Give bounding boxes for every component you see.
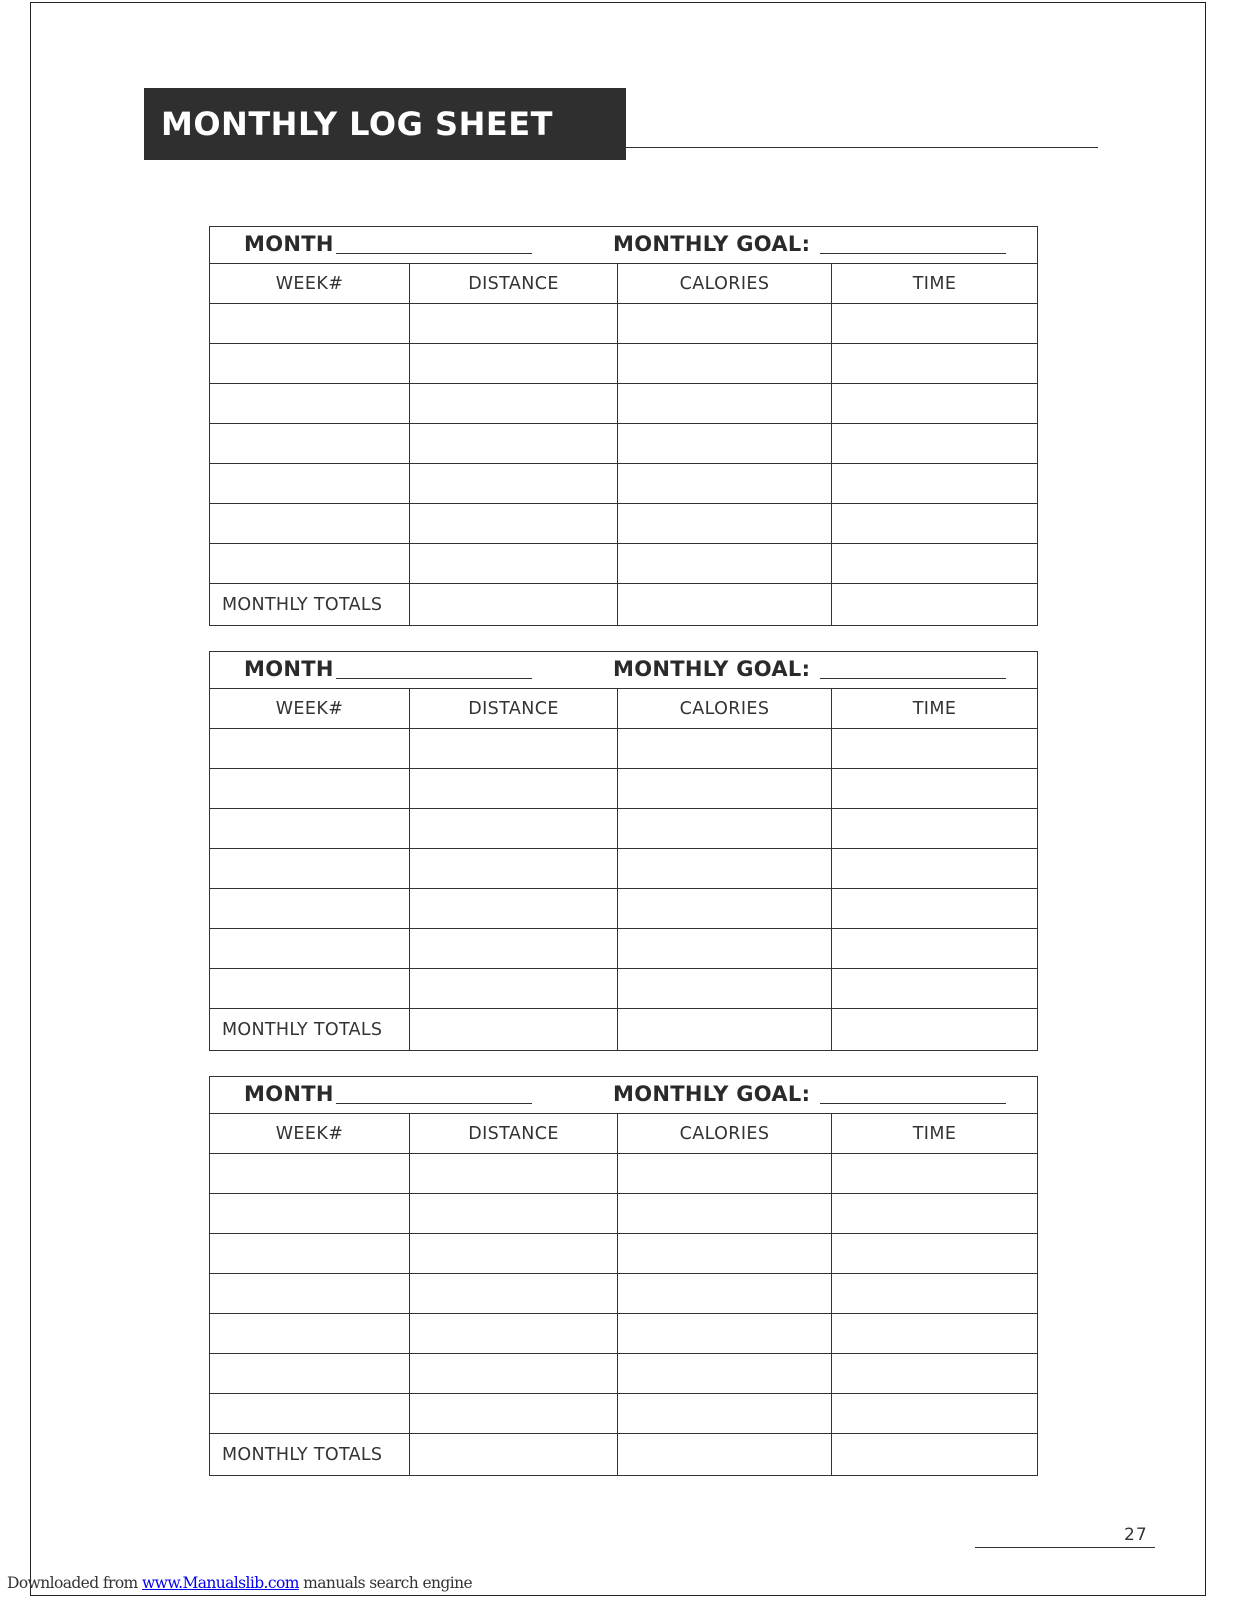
cell[interactable] [410,1274,618,1314]
cell[interactable] [618,1194,832,1234]
cell[interactable] [410,889,618,929]
table-header [210,227,1038,264]
col-time: TIME [832,264,1038,304]
totals-row [210,1434,1038,1476]
cell[interactable] [210,304,410,344]
footer-prefix: Downloaded from [7,1574,138,1592]
monthly-goal-label: MONTHLY GOAL: [613,657,811,681]
cell[interactable] [618,969,832,1009]
cell[interactable] [618,304,832,344]
totals-row [210,1009,1038,1051]
cell[interactable] [618,1314,832,1354]
col-week: WEEK# [210,689,410,729]
month-label: MONTH [244,232,334,256]
col-calories: CALORIES [618,689,832,729]
cell[interactable] [618,504,832,544]
footer-suffix: manuals search engine [303,1574,473,1592]
manualslib-link[interactable]: www.Manualslib.com [142,1574,299,1592]
monthly-totals-label: MONTHLY TOTALS [210,1434,410,1476]
cell[interactable] [410,729,618,769]
goal-blank-field[interactable] [820,678,1006,679]
cell[interactable] [618,1274,832,1314]
cell[interactable] [410,1354,618,1394]
cell[interactable] [210,1234,410,1274]
log-table-1 [209,226,1038,626]
table-header [210,652,1038,689]
cell[interactable] [618,344,832,384]
cell[interactable] [618,729,832,769]
cell[interactable] [618,769,832,809]
cell[interactable] [832,304,1038,344]
cell[interactable] [210,1154,410,1194]
monthly-goal-label: MONTHLY GOAL: [613,232,811,256]
cell[interactable] [210,1194,410,1234]
cell[interactable] [832,929,1038,969]
cell[interactable] [210,344,410,384]
page-number-rule [975,1547,1155,1548]
table-row [210,1354,1038,1394]
column-header-row [210,689,1038,729]
cell[interactable] [210,729,410,769]
cell[interactable] [832,424,1038,464]
cell[interactable] [618,464,832,504]
table-row [210,424,1038,464]
cell[interactable] [618,384,832,424]
table-row [210,1314,1038,1354]
cell[interactable] [410,1009,618,1051]
table-row [210,1394,1038,1434]
cell[interactable] [210,969,410,1009]
cell[interactable] [210,809,410,849]
monthly-totals-label: MONTHLY TOTALS [210,584,410,626]
cell[interactable] [832,384,1038,424]
cell[interactable] [210,464,410,504]
col-week: WEEK# [210,264,410,304]
cell[interactable] [618,1009,832,1051]
col-calories: CALORIES [618,264,832,304]
table-row [210,969,1038,1009]
cell[interactable] [410,809,618,849]
month-blank-field[interactable] [336,1103,532,1104]
cell[interactable] [618,544,832,584]
col-distance: DISTANCE [410,264,618,304]
cell[interactable] [618,889,832,929]
cell[interactable] [210,889,410,929]
cell[interactable] [832,464,1038,504]
cell[interactable] [410,1434,618,1476]
col-time: TIME [832,1114,1038,1154]
cell[interactable] [832,1154,1038,1194]
cell[interactable] [832,809,1038,849]
month-label: MONTH [244,657,334,681]
title-rule [626,147,1098,148]
cell[interactable] [618,1434,832,1476]
cell[interactable] [832,544,1038,584]
cell[interactable] [410,849,618,889]
col-distance: DISTANCE [410,1114,618,1154]
cell[interactable] [210,769,410,809]
monthly-goal-label: MONTHLY GOAL: [613,1082,811,1106]
table-row [210,544,1038,584]
cell[interactable] [832,1234,1038,1274]
table-row [210,384,1038,424]
cell[interactable] [210,1274,410,1314]
col-distance: DISTANCE [410,689,618,729]
table-row [210,1274,1038,1314]
month-blank-field[interactable] [336,678,532,679]
cell[interactable] [410,424,618,464]
cell[interactable] [832,1394,1038,1434]
cell[interactable] [832,1009,1038,1051]
page-title-text: MONTHLY LOG SHEET [161,105,553,143]
cell[interactable] [410,969,618,1009]
table-row [210,464,1038,504]
cell[interactable] [618,1154,832,1194]
cell[interactable] [618,1394,832,1434]
col-week: WEEK# [210,1114,410,1154]
cell[interactable] [410,464,618,504]
cell[interactable] [832,1274,1038,1314]
cell[interactable] [832,344,1038,384]
cell[interactable] [410,344,618,384]
cell[interactable] [210,1314,410,1354]
cell[interactable] [210,384,410,424]
cell[interactable] [410,1394,618,1434]
cell[interactable] [832,889,1038,929]
table-row [210,1194,1038,1234]
cell[interactable] [618,849,832,889]
col-time: TIME [832,689,1038,729]
cell[interactable] [618,809,832,849]
download-footer [7,1574,472,1592]
cell[interactable] [832,849,1038,889]
month-blank-field[interactable] [336,253,532,254]
goal-blank-field[interactable] [820,253,1006,254]
column-header-row [210,264,1038,304]
log-table-3 [209,1076,1038,1476]
cell[interactable] [832,769,1038,809]
cell[interactable] [410,504,618,544]
table-row [210,344,1038,384]
column-header-row [210,1114,1038,1154]
table-row [210,729,1038,769]
cell[interactable] [618,1234,832,1274]
col-calories: CALORIES [618,1114,832,1154]
cell[interactable] [832,584,1038,626]
cell[interactable] [410,1234,618,1274]
totals-row [210,584,1038,626]
cell[interactable] [832,969,1038,1009]
cell[interactable] [410,929,618,969]
cell[interactable] [210,1354,410,1394]
table-row [210,1154,1038,1194]
cell[interactable] [618,1354,832,1394]
cell[interactable] [832,1354,1038,1394]
cell[interactable] [410,304,618,344]
cell[interactable] [210,504,410,544]
cell[interactable] [832,729,1038,769]
cell[interactable] [410,1194,618,1234]
table-row [210,1234,1038,1274]
month-label: MONTH [244,1082,334,1106]
table-row [210,304,1038,344]
table-row [210,849,1038,889]
cell[interactable] [410,1314,618,1354]
table-header [210,1077,1038,1114]
cell[interactable] [410,584,618,626]
log-table-2 [209,651,1038,1051]
cell[interactable] [832,1314,1038,1354]
cell[interactable] [832,1434,1038,1476]
goal-blank-field[interactable] [820,1103,1006,1104]
cell[interactable] [618,929,832,969]
cell[interactable] [210,544,410,584]
cell[interactable] [410,1154,618,1194]
cell[interactable] [410,384,618,424]
cell[interactable] [618,584,832,626]
cell[interactable] [410,769,618,809]
cell[interactable] [210,929,410,969]
monthly-totals-label: MONTHLY TOTALS [210,1009,410,1051]
table-row [210,929,1038,969]
table-row [210,809,1038,849]
page-title [144,88,626,160]
page-number: 27 [1124,1525,1148,1545]
cell[interactable] [410,544,618,584]
cell[interactable] [210,1394,410,1434]
cell[interactable] [618,424,832,464]
cell[interactable] [210,849,410,889]
cell[interactable] [832,1194,1038,1234]
table-row [210,504,1038,544]
table-row [210,889,1038,929]
table-row [210,769,1038,809]
cell[interactable] [832,504,1038,544]
cell[interactable] [210,424,410,464]
